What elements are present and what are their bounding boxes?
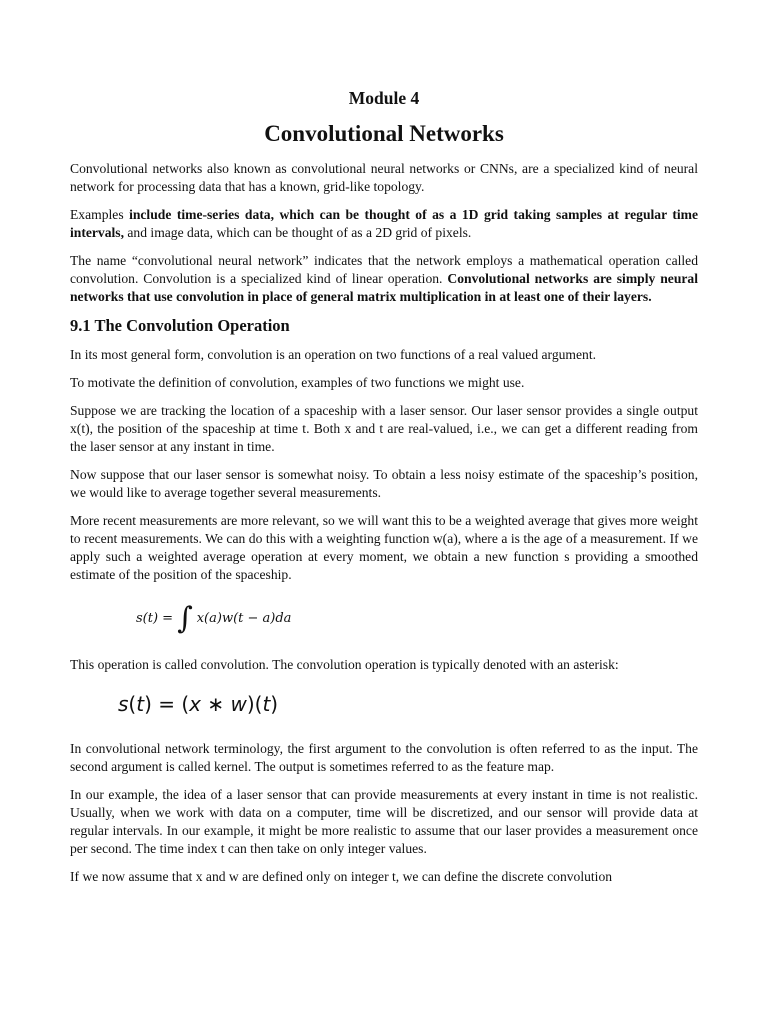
paragraph-intro: Convolutional networks also known as convolutional neural networks or CNNs, are a specialized kind of neural network for processing data that has a known, grid-like topology.: [70, 161, 698, 194]
eq-lhs: s(t) =: [136, 611, 174, 626]
eq-equals: ) = (: [144, 692, 190, 716]
text: The name “convolutional neural network” indicates that the network employs a mathematical operation called convolution. Convolution is a specialized kind of linear operation.: [70, 253, 698, 286]
eq-paren: )(: [246, 692, 263, 716]
page-title: Convolutional Networks: [264, 121, 504, 146]
bold-text: Convolutional networks are simply neural networks that use convolution in place of general matrix multiplication in at least one of their layers.: [70, 271, 698, 304]
eq-rhs: x(a)w(t − a)da: [196, 611, 292, 626]
module-label: Module 4: [348, 88, 420, 108]
paragraph-general-form: In its most general form, convolution is an operation on two functions of a real valued argument.: [70, 347, 597, 362]
eq-t: t: [136, 692, 145, 716]
eq-w: w: [230, 692, 247, 716]
eq-x: x: [189, 692, 201, 716]
text: Examples: [70, 207, 130, 222]
eq-paren: ): [270, 692, 279, 716]
paragraph-name: [70, 252, 698, 306]
eq-star: ∗: [201, 692, 231, 716]
eq-paren: (: [128, 692, 137, 716]
paragraph-discretized: In our example, the idea of a laser sensor that can provide measurements at every instant in time is not realistic. Usually, when we work with data on a computer, time will be discretized, and our sensor will provide data at regular intervals. In our example, it might be more realistic to assume that our laser provides a measurement once per second. The time index t can then take on only integer values.: [70, 787, 698, 856]
paragraph-discrete-convolution: If we now assume that x and w are defined only on integer t, we can define the discrete convolution: [70, 869, 613, 884]
equation-integral: [70, 594, 698, 644]
paragraph-weighted: More recent measurements are more relevant, so we will want this to be a weighted average that gives more weight to recent measurements. We can do this with a weighting function w(a), where a is the age of a measurement. If we apply such a weighted average operation at every moment, we obtain a new function s providing a smoothed estimate of the position of the spaceship.: [70, 513, 698, 582]
eq-s: s: [118, 692, 129, 716]
equation-asterisk: [70, 688, 698, 720]
paragraph-asterisk: This operation is called convolution. The convolution operation is typically denoted with an asterisk:: [70, 657, 619, 672]
paragraph-motivate: To motivate the definition of convolution, examples of two functions we might use.: [70, 375, 525, 390]
bold-text: include time-series data, which can be thought of as a 1D grid taking samples at regular time intervals,: [70, 207, 698, 240]
paragraph-examples: [70, 206, 698, 242]
text: and image data, which can be thought of as a 2D grid of pixels.: [124, 225, 472, 240]
eq-t: t: [262, 692, 271, 716]
paragraph-terminology: In convolutional network terminology, the first argument to the convolution is often referred to as the input. The second argument is called kernel. The output is sometimes referred to as the feature map.: [70, 741, 698, 774]
integral-sign: ∫: [177, 601, 193, 636]
paragraph-noisy: Now suppose that our laser sensor is somewhat noisy. To obtain a less noisy estimate of the spaceship’s position, we would like to average together several measurements.: [70, 467, 698, 500]
section-heading: 9.1 The Convolution Operation: [70, 316, 290, 335]
paragraph-spaceship: Suppose we are tracking the location of a spaceship with a laser sensor. Our laser sensor provides a single output x(t), the position of the spaceship at time t. Both x and t are real-valued, i.e., we can get a different reading from the laser sensor at any instant in time.: [70, 403, 698, 454]
